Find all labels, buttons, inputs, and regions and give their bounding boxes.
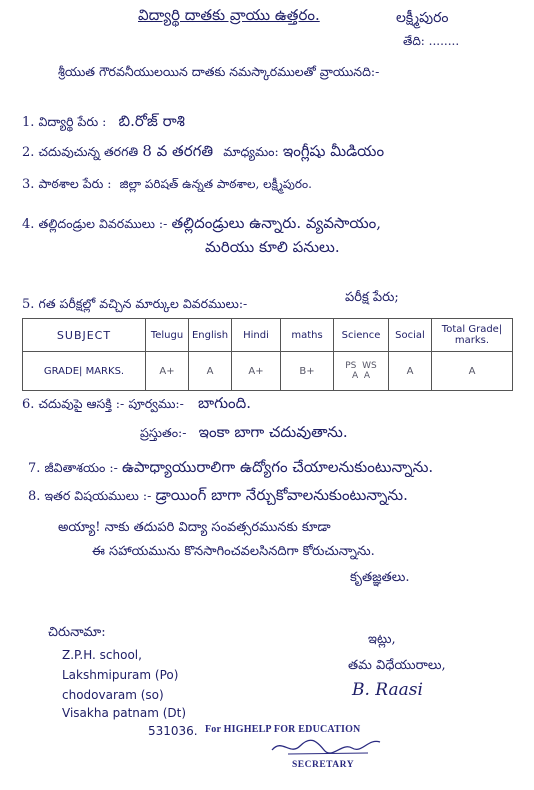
closing-line-1: అయ్యా! నాకు తదుపరి విద్యా సంవత్సరమునకు కూడా: [58, 520, 331, 535]
table-cell: A+: [232, 352, 281, 391]
field-label: ఇతర విషయములు :-: [44, 488, 152, 503]
address-line: Lakshmipuram (Po): [62, 668, 179, 682]
column-header: Total Grade| marks.: [432, 319, 513, 352]
student-signoff: తమ విధేయురాలు,: [348, 658, 446, 673]
address-label: చిరునామా:: [48, 625, 106, 640]
grades-table: [22, 318, 513, 391]
table-cell: GRADE| MARKS.: [23, 352, 146, 391]
field-label: విద్యార్థి పేరు :: [38, 114, 107, 129]
parents-details: తల్లిదండ్రులు ఉన్నారు. వ్యవసాయం,: [171, 214, 382, 232]
table-header-row: [23, 319, 513, 352]
field-label: చదువుచున్న తరగతి: [38, 144, 139, 159]
field-8-row: [28, 486, 408, 508]
date-label: తేది: ........: [403, 34, 460, 48]
table-cell: B+: [281, 352, 334, 391]
class-value: 8 వ తరగతి: [142, 142, 214, 160]
column-header: Science: [334, 319, 389, 352]
itlu: ఇట్లు,: [368, 632, 396, 647]
address-line: Z.P.H. school,: [62, 648, 142, 662]
field-label: గత పరీక్షల్లో వచ్చిన మార్కుల వివరములు:-: [38, 296, 248, 311]
address-line: 531036.: [148, 724, 198, 738]
field-number: 2.: [22, 145, 35, 160]
closing-line-2: ఈ సహాయమును కొనసాగించవలసినదిగా కోరుచున్నాను.: [92, 544, 375, 559]
present-label: ప్రస్తుతం:-: [140, 425, 187, 440]
field-number: 8.: [28, 489, 41, 504]
medium-value: ఇంగ్లీషు మీడియం: [282, 142, 385, 160]
table-cell: PS WS A A: [334, 352, 389, 391]
field-number: 3.: [22, 177, 35, 192]
column-header: Hindi: [232, 319, 281, 352]
field-label: చదువుపై ఆసక్తి :-: [38, 396, 125, 411]
field-6-row: [22, 394, 251, 416]
field-label: తల్లిదండ్రుల వివరములు :-: [38, 216, 168, 231]
thanks: కృతజ్ఞతలు.: [350, 570, 410, 585]
field-2-row: [22, 142, 384, 164]
table-cell: A: [389, 352, 432, 391]
field-number: 6.: [22, 397, 35, 412]
medium-label: మాధ్యమం:: [223, 144, 279, 159]
field-7-row: [28, 458, 433, 480]
column-header: Telugu: [146, 319, 189, 352]
field-number: 1.: [22, 115, 35, 130]
school-name: జిల్లా పరిషత్ ఉన్నత పాఠశాల, లక్ష్మీపురం.: [119, 177, 312, 191]
field-5-row: [22, 296, 247, 315]
field-label: పాఠశాల పేరు :: [38, 176, 112, 191]
exam-name-label: పరీక్ష పేరు;: [345, 290, 399, 305]
other-value: డ్రాయింగ్ బాగా నేర్చుకోవాలనుకుంటున్నాను.: [155, 486, 408, 504]
field-number: 7.: [28, 461, 41, 476]
field-number: 4.: [22, 217, 35, 232]
stamp-role: SECRETARY: [292, 760, 355, 770]
field-3-row: [22, 176, 312, 195]
letter-title: విద్యార్థి దాతకు వ్రాయు ఉత్తరం.: [138, 6, 320, 24]
ambition-value: ఉపాధ్యాయురాలిగా ఉద్యోగం చేయాలనుకుంటున్నాను.: [121, 458, 434, 476]
column-header: English: [189, 319, 232, 352]
column-header: SUBJECT: [23, 319, 146, 352]
field-6-present: [140, 423, 348, 445]
column-header: maths: [281, 319, 334, 352]
table-cell: A: [432, 352, 513, 391]
column-header: Social: [389, 319, 432, 352]
field-4-row: [22, 214, 381, 236]
student-name: బి.రోజ్ రాశి: [118, 112, 185, 130]
field-number: 5.: [22, 297, 35, 312]
present-value: ఇంకా బాగా చదువుతాను.: [198, 423, 348, 441]
field-label: జీవితాశయం :-: [44, 460, 118, 475]
past-label: పూర్వము:-: [128, 396, 184, 411]
place-name: లక్ష్మీపురం: [396, 10, 449, 26]
table-cell: A: [189, 352, 232, 391]
salutation: శ్రీయుత గౌరవనీయులయిన దాతకు నమస్కారములతో వ్రాయునది:-: [58, 64, 380, 79]
parents-details-line2: మరియు కూలి పనులు.: [205, 238, 340, 256]
stamp-org: For HIGHELP FOR EDUCATION: [205, 724, 361, 735]
student-signature: B. Raasi: [352, 680, 423, 700]
address-line: chodovaram (so): [62, 688, 164, 702]
table-row: [23, 352, 513, 391]
field-1-row: [22, 112, 185, 134]
past-value: బాగుంది.: [198, 394, 251, 412]
table-cell: A+: [146, 352, 189, 391]
address-line: Visakha patnam (Dt): [62, 706, 187, 720]
secretary-signature-icon: [268, 732, 388, 762]
